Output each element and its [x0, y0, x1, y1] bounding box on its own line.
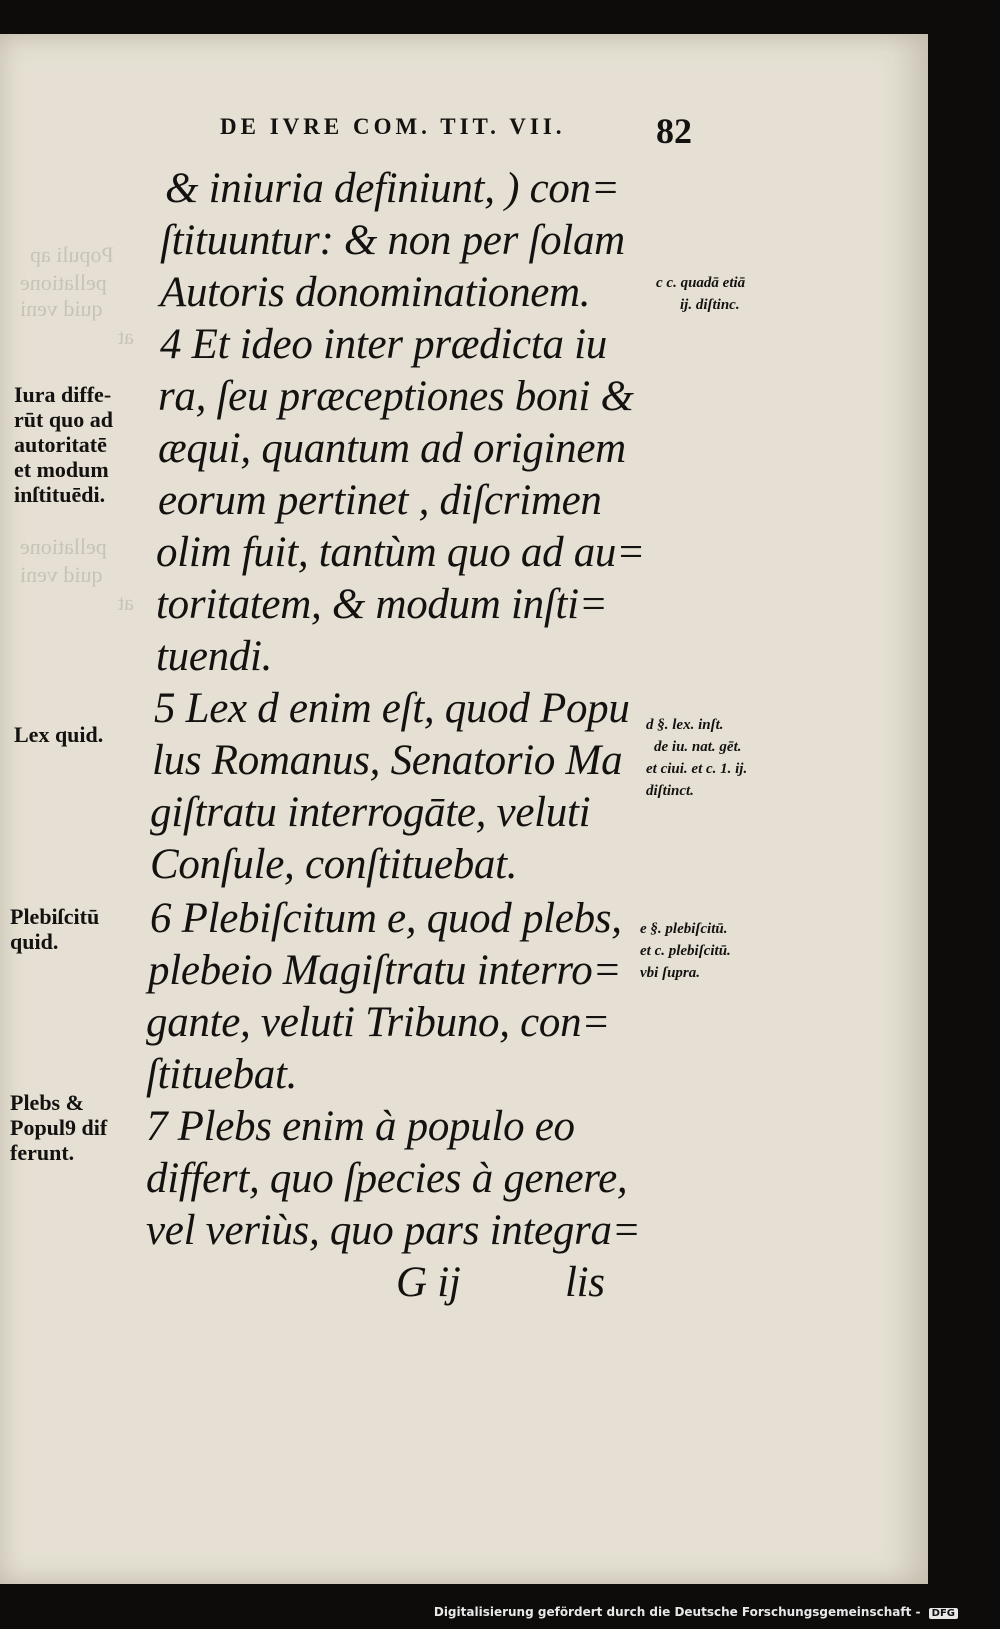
text-line-14: Conſule, conſtituebat.	[150, 841, 518, 888]
side-note-line: autoritatē	[14, 432, 107, 457]
citation-line: et ciui. et c. 1. ij.	[646, 761, 748, 777]
citation-line: d §. lex. inſt.	[646, 717, 724, 733]
text-line-4: 4 Et ideo inter prædicta iu	[160, 321, 607, 368]
text-line-5: ra, ſeu præceptiones boni &	[158, 373, 634, 420]
text-line-8: olim fuit, tantùm quo ad au=	[156, 529, 645, 576]
side-note-lex	[14, 722, 103, 747]
citation-c	[656, 272, 745, 316]
side-note-plebs	[10, 1090, 107, 1165]
text-line-7: eorum pertinet , diſcrimen	[158, 477, 602, 524]
citation-line: vbi ſupra.	[640, 965, 700, 981]
text-line-2: ſtituuntur: & non per ſolam	[160, 217, 625, 264]
citation-line: diſtinct.	[646, 783, 694, 799]
bleed-through-5: pellatione	[20, 534, 107, 559]
running-head: DE IVRE COM. TIT. VII.	[220, 114, 566, 139]
text-line-9: toritatem, & modum inſti=	[156, 581, 608, 628]
text-line-6: æqui, quantum ad originem	[158, 425, 626, 472]
side-note-iura	[14, 382, 113, 507]
side-note-line: rūt quo ad	[14, 407, 114, 432]
bleed-through-7: at	[118, 590, 134, 615]
side-note-line: quid.	[10, 929, 59, 954]
side-note-line: inſtituēdi.	[14, 482, 106, 507]
text-line-12: lus Romanus, Senatorio Ma	[152, 737, 623, 784]
text-line-13: giſtratu interrogāte, veluti	[150, 789, 591, 836]
citation-line: e §. plebiſcitū.	[640, 921, 728, 937]
bleed-through-4: at	[118, 324, 134, 349]
bleed-through-1: Populi ap	[30, 242, 114, 267]
bleed-through-6: quid veni	[20, 562, 103, 587]
text-line-16: plebeio Magiſtratu interro=	[148, 947, 622, 994]
dfg-logo: DFG	[929, 1608, 958, 1619]
citation-line: ij. diſtinc.	[680, 297, 740, 313]
text-line-1: & iniuria definiunt, ) con=	[165, 165, 620, 212]
footer-credit: Digitalisierung gefördert durch die Deutsche Forschungsgemeinschaft -	[433, 1605, 921, 1619]
side-note-line: Popul9 dif	[10, 1115, 108, 1140]
text-line-3: Autoris donominationem.	[160, 269, 591, 316]
text-line-11: 5 Lex d enim eſt, quod Popu	[154, 685, 630, 732]
side-note-plebiscitum	[10, 904, 99, 954]
citation-d	[646, 714, 747, 802]
text-line-21: vel veriùs, quo pars integra=	[146, 1207, 641, 1254]
citation-line: de iu. nat. gēt.	[654, 739, 742, 755]
text-line-17: gante, veluti Tribuno, con=	[146, 999, 611, 1046]
page-number: 82	[656, 111, 692, 151]
digitization-footer	[434, 1605, 958, 1619]
catchword-line: G ij lis	[396, 1259, 605, 1306]
side-note-line: ferunt.	[10, 1140, 75, 1165]
bleed-through-2: pellatione	[20, 270, 107, 295]
side-note-line: Plebiſcitū	[10, 904, 100, 929]
bleed-through-3: quid veni	[20, 296, 103, 321]
citation-line: c c. quadā etiā	[656, 275, 746, 291]
side-note-line: Iura diffe-	[14, 382, 112, 407]
text-line-15: 6 Plebiſcitum e, quod plebs,	[150, 895, 622, 942]
text-line-18: ſtituebat.	[146, 1051, 298, 1098]
side-note-line: Lex quid.	[14, 722, 104, 747]
text-line-20: differt, quo ſpecies à genere,	[146, 1155, 628, 1202]
text-line-10: tuendi.	[156, 633, 273, 680]
side-note-line: Plebs &	[10, 1090, 84, 1115]
text-line-19: 7 Plebs enim à populo eo	[146, 1103, 575, 1150]
side-note-line: et modum	[14, 457, 109, 482]
book-page	[0, 34, 928, 1584]
citation-e	[640, 918, 731, 984]
citation-line: et c. plebiſcitū.	[640, 943, 731, 959]
